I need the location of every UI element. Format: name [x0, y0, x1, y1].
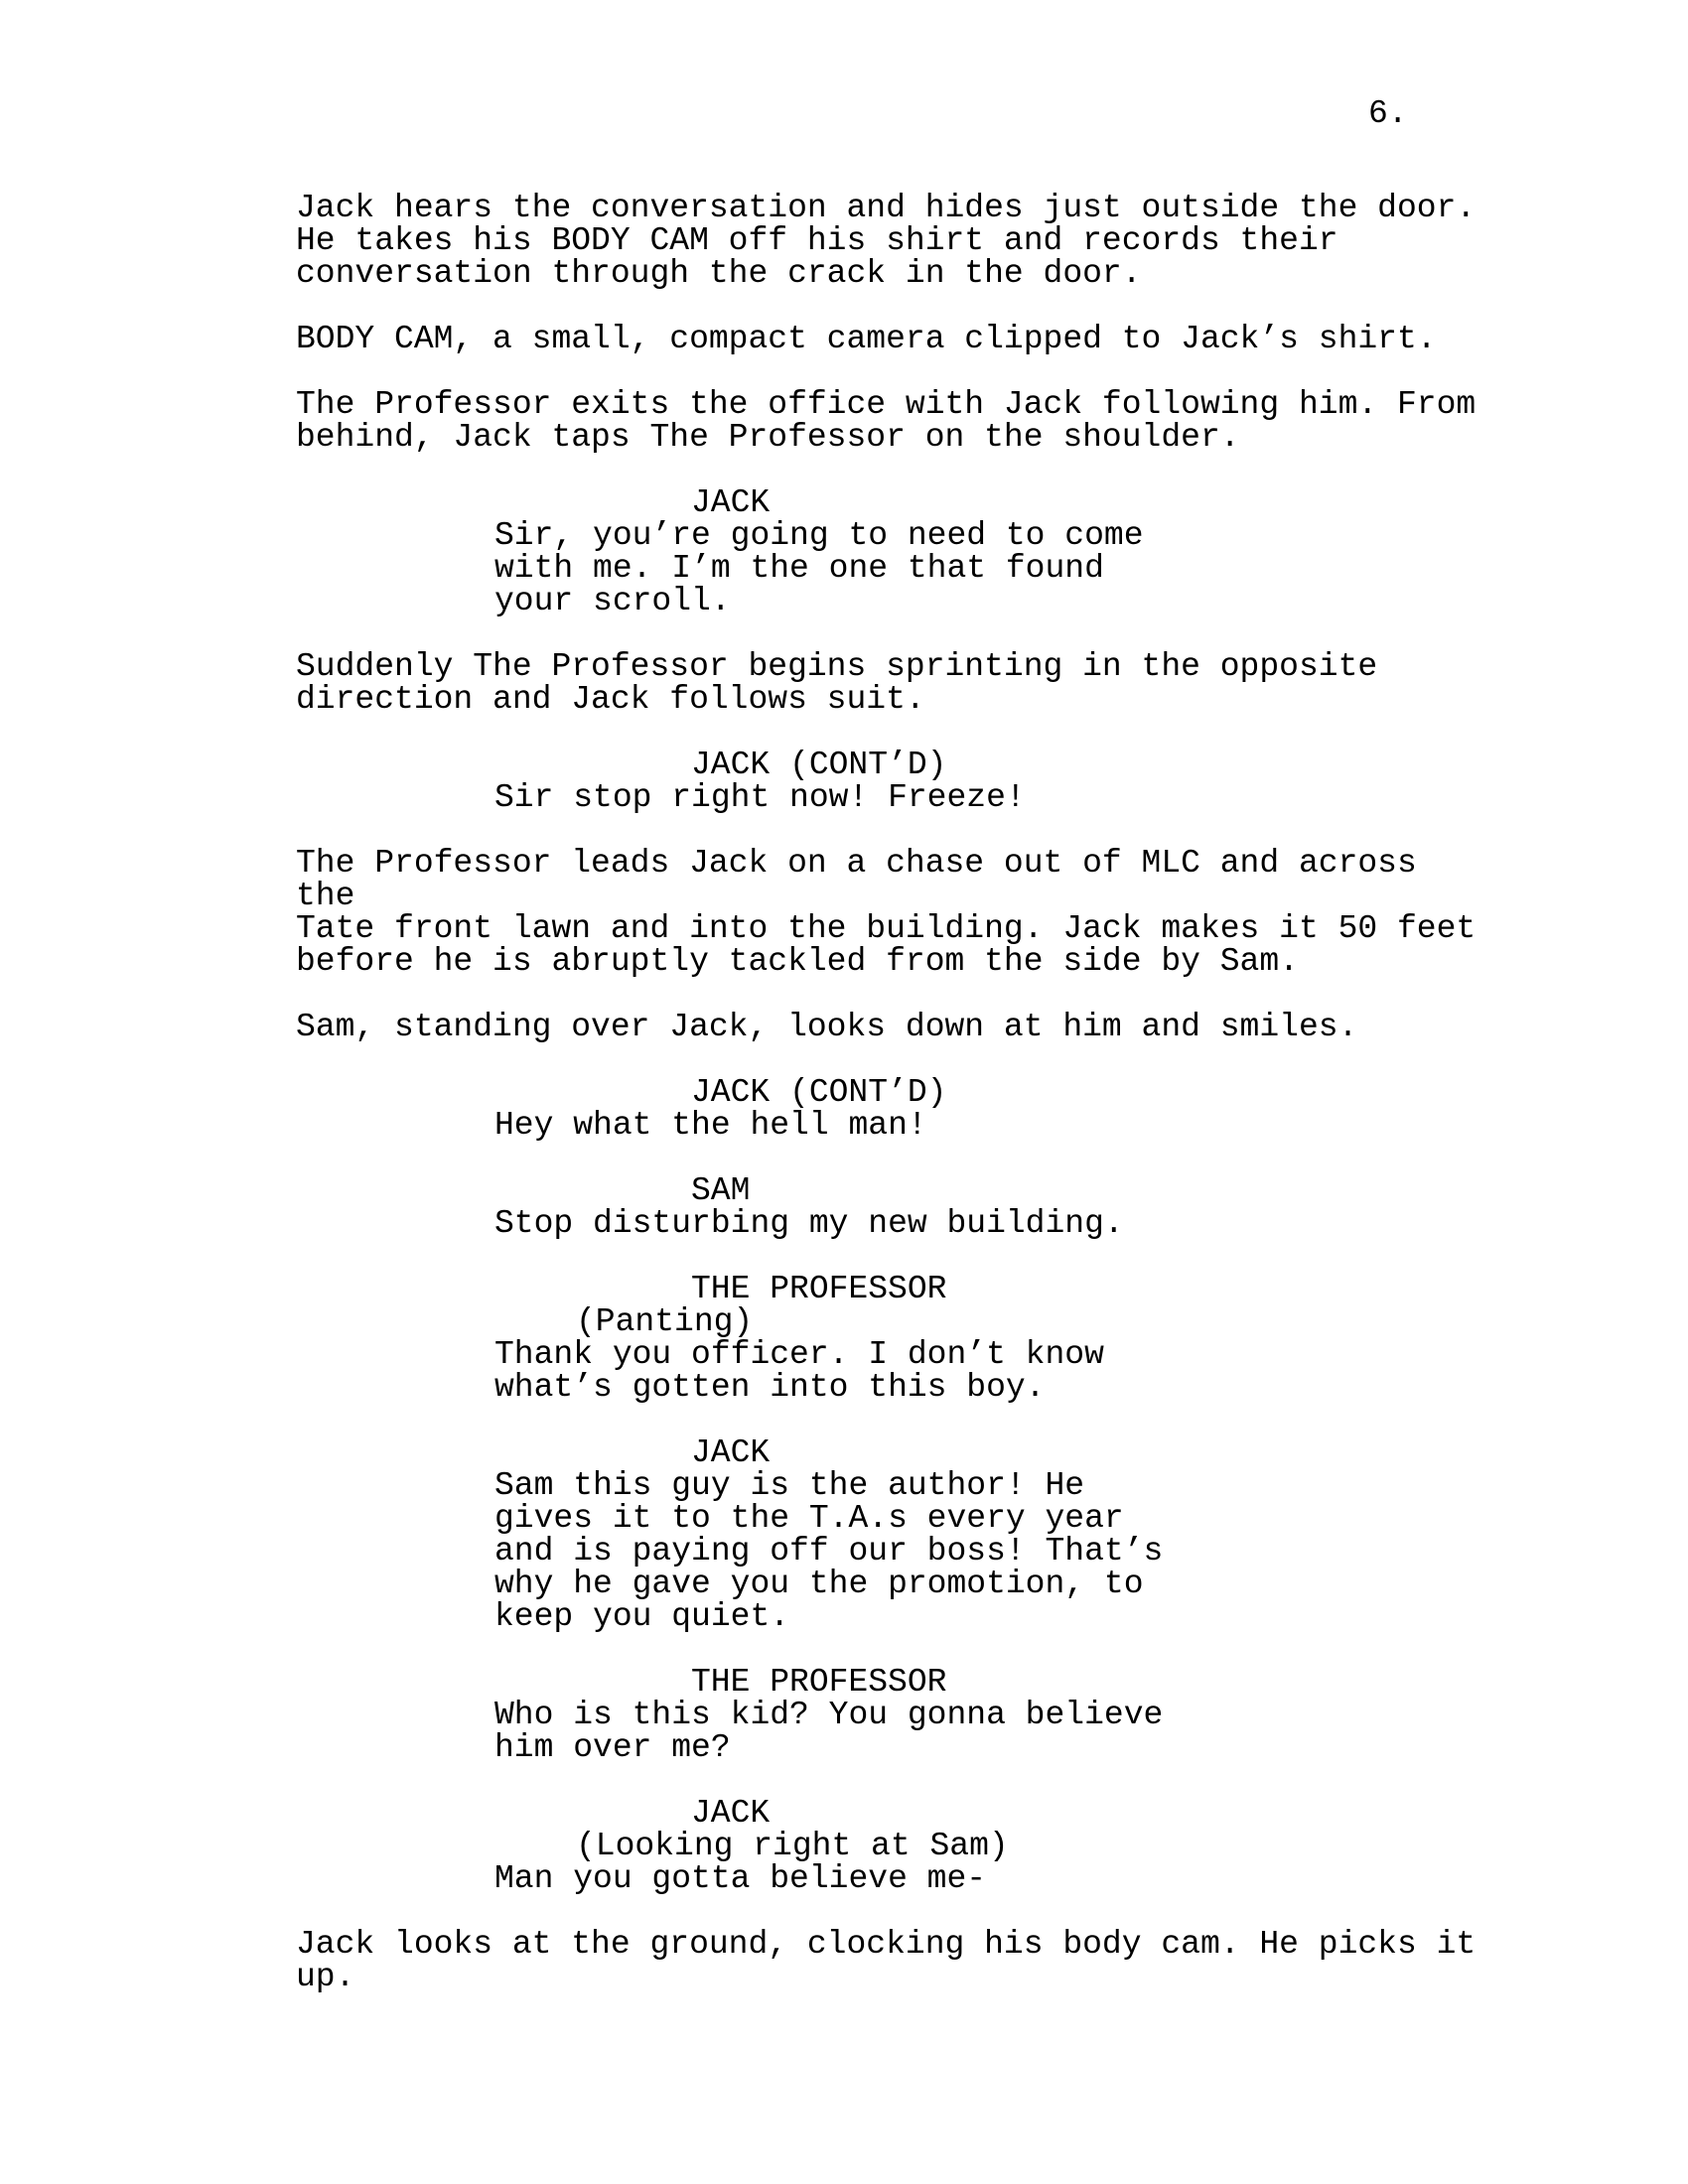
- action-line: Jack looks at the ground, clocking his body cam. He picks it up.: [296, 1926, 1477, 1995]
- dialogue-line: Sam this guy is the author! He gives it to the T.A.s every year and is paying off our boss! That’s why he gave you the promotion, to keep you quiet.: [494, 1467, 1164, 1635]
- parenthetical: (Looking right at Sam): [576, 1828, 1009, 1864]
- character-name: THE PROFESSOR: [691, 1664, 947, 1701]
- action-line: Sam, standing over Jack, looks down at him and smiles.: [296, 1009, 1358, 1045]
- dialogue-line: Sir, you’re going to need to come with me. I’m the one that found your scroll.: [494, 517, 1144, 619]
- action-line: Jack hears the conversation and hides just outside the door. He takes his BODY CAM off his shirt and records their conversation through the crack in the door.: [296, 190, 1477, 292]
- character-name: THE PROFESSOR: [691, 1271, 947, 1307]
- character-name: JACK: [691, 1434, 771, 1471]
- dialogue-line: Man you gotta believe me-: [494, 1860, 987, 1897]
- dialogue-line: Stop disturbing my new building.: [494, 1205, 1124, 1242]
- dialogue-line: Who is this kid? You gonna believe him over me?: [494, 1697, 1164, 1766]
- action-line: The Professor exits the office with Jack following him. From behind, Jack taps The Professor on the shoulder.: [296, 386, 1477, 456]
- character-name: JACK: [691, 1795, 771, 1832]
- dialogue-line: Hey what the hell man!: [494, 1107, 927, 1144]
- character-name: JACK: [691, 484, 771, 521]
- script-content: [296, 192, 1587, 2026]
- dialogue-block: [296, 1666, 1587, 1764]
- character-name: SAM: [691, 1172, 751, 1209]
- dialogue-block: [296, 749, 1587, 814]
- action-line: Suddenly The Professor begins sprinting in the opposite direction and Jack follows suit.: [296, 648, 1378, 718]
- character-name: JACK (CONT’D): [691, 747, 947, 783]
- dialogue-block: [296, 1076, 1587, 1142]
- dialogue-block: [296, 1797, 1587, 1895]
- dialogue-line: Thank you officer. I don’t know what’s gotten into this boy.: [494, 1336, 1104, 1406]
- dialogue-block: [296, 1174, 1587, 1240]
- page-number: 6.: [1368, 95, 1408, 132]
- character-name: JACK (CONT’D): [691, 1074, 947, 1111]
- dialogue-block: [296, 1273, 1587, 1404]
- action-line: The Professor leads Jack on a chase out of MLC and across the Tate front lawn and into the building. Jack makes it 50 feet before he is abruptly tackled from the side by Sam.: [296, 845, 1477, 980]
- dialogue-line: Sir stop right now! Freeze!: [494, 779, 1026, 816]
- dialogue-block: [296, 1436, 1587, 1633]
- parenthetical: (Panting): [576, 1303, 754, 1340]
- dialogue-block: [296, 486, 1587, 617]
- action-line: BODY CAM, a small, compact camera clipped to Jack’s shirt.: [296, 321, 1437, 357]
